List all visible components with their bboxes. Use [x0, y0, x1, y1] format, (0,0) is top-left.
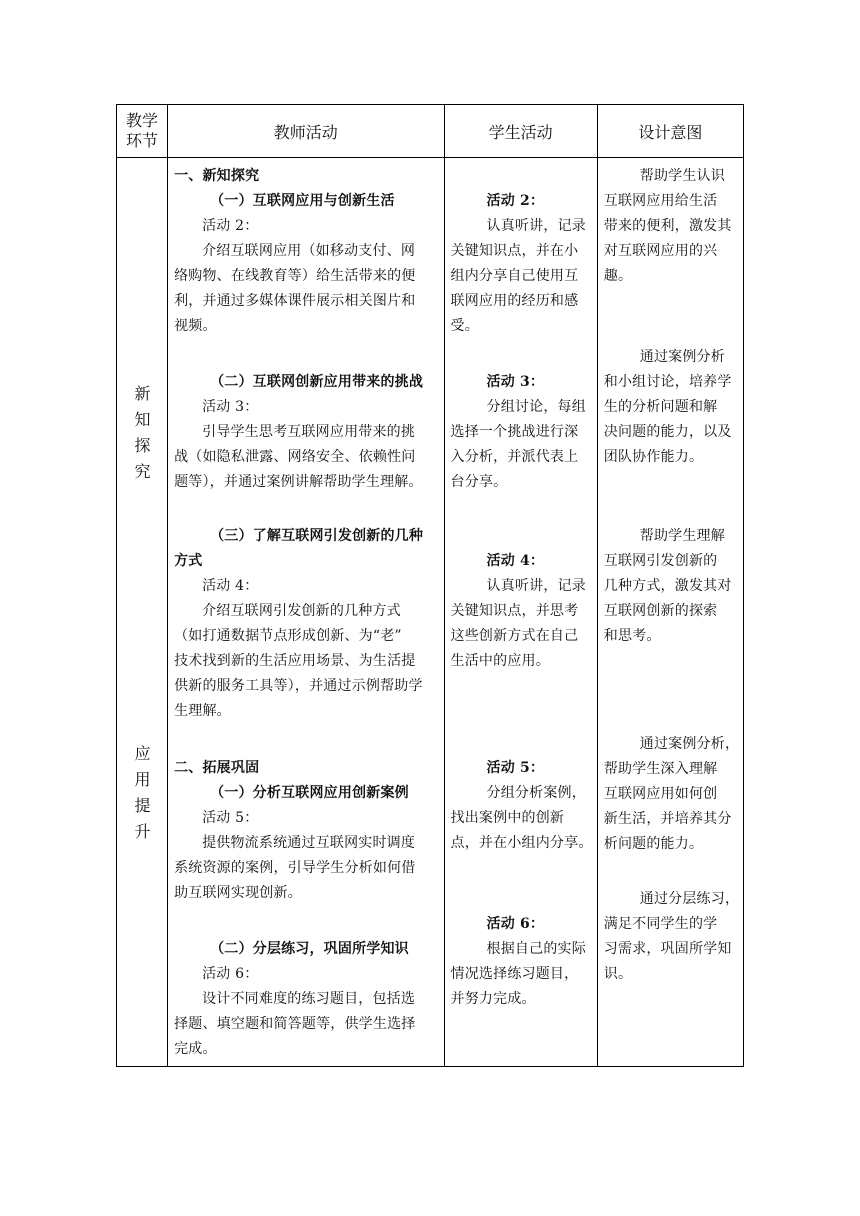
text-line: 团队协作能力。	[603, 449, 704, 465]
text-line: 生的分析问题和解	[603, 399, 718, 415]
text-line: 介绍互联网应用（如移动支付、网	[202, 243, 416, 259]
text-line: 战（如隐私泄露、网络安全、依赖性问	[174, 449, 416, 465]
header-student: 学生活动	[444, 105, 597, 158]
text-line: 组内分享自己使用互	[450, 268, 579, 284]
text-line: 关键知识点，并思考	[450, 603, 579, 619]
text-line: 引导学生思考互联网应用带来的挑	[202, 424, 416, 440]
header-intent: 设计意图	[597, 105, 743, 158]
subsection-heading: （三）了解互联网引发创新的几种	[210, 528, 424, 544]
text-line: 生理解。	[174, 703, 231, 719]
text-line: 并努力完成。	[450, 991, 536, 1007]
text-line: 和思考。	[603, 628, 661, 644]
text-line: 带来的便利，激发其	[603, 218, 732, 234]
activity-label: 活动 2：	[202, 218, 259, 234]
text-line: 介绍互联网引发创新的几种方式	[202, 603, 401, 619]
text-line: 这些创新方式在自己	[450, 628, 579, 644]
activity-label: 活动 3：	[202, 399, 259, 415]
lesson-plan-table	[116, 104, 744, 1067]
text-line: 和小组讨论，培养学	[603, 374, 732, 390]
text-line: 提供物流系统通过互联网实时调度	[202, 835, 416, 851]
activity-label: 活动 3：	[486, 374, 545, 390]
student-activity-cell	[444, 158, 597, 1067]
text-line: 生活中的应用。	[450, 653, 550, 669]
activity-label: 活动 4：	[202, 578, 259, 594]
text-line: 系统资源的案例，引导学生分析如何借	[174, 860, 416, 876]
activity-label: 活动 5：	[202, 810, 259, 826]
text-line: 找出案例中的创新	[450, 810, 565, 826]
text-line: 设计不同难度的练习题目，包括选	[202, 991, 416, 1007]
design-intent-cell	[597, 158, 743, 1067]
section-heading: 二、拓展巩固	[174, 760, 260, 776]
text-line: 受。	[450, 318, 479, 334]
text-line: 技术找到新的生活应用场景、为生活提	[174, 653, 416, 669]
text-line: 入分析，并派代表上	[450, 449, 579, 465]
text-line: 分组分析案例，	[486, 785, 586, 801]
text-line: 视频。	[174, 318, 217, 334]
text-line: 趣。	[603, 268, 633, 284]
text-line: 新生活，并培养其分	[603, 811, 732, 827]
text-line: 帮助学生深入理解	[603, 761, 718, 777]
text-line: 析问题的能力。	[603, 836, 704, 852]
text-line: 帮助学生理解	[639, 528, 725, 544]
text-line: 完成。	[174, 1041, 217, 1057]
text-line: 认真听讲，记录	[486, 218, 586, 234]
activity-label: 活动 6：	[486, 916, 545, 932]
activity-label: 活动 2：	[486, 193, 545, 209]
subsection-heading: （一）互联网应用与创新生活	[210, 193, 395, 209]
text-line: 选择一个挑战进行深	[450, 424, 579, 440]
text-line: 利，并通过多媒体课件展示相关图片和	[174, 293, 416, 309]
text-line: 台分享。	[450, 474, 508, 490]
text-line: 点，并在小组内分享。	[450, 835, 593, 851]
subsection-heading-cont: 方式	[174, 553, 203, 569]
text-line: 关键知识点，并在小	[450, 243, 579, 259]
header-stage: 教学环节	[117, 105, 168, 158]
activity-label: 活动 6：	[202, 966, 259, 982]
subsection-heading: （一）分析互联网应用创新案例	[210, 785, 409, 801]
text-line: 根据自己的实际	[486, 941, 586, 957]
table-header-row	[117, 105, 744, 158]
text-line: 通过分层练习，	[639, 891, 740, 907]
activity-label: 活动 5：	[486, 760, 545, 776]
subsection-heading: （二）分层练习，巩固所学知识	[210, 941, 409, 957]
text-line: 互联网创新的探索	[603, 603, 718, 619]
text-line: 络购物、在线教育等）给生活带来的便	[174, 268, 416, 284]
text-line: （如打通数据节点形成创新、为“老”	[174, 628, 402, 644]
text-line: 识。	[603, 966, 633, 982]
text-line: 联网应用的经历和感	[450, 293, 579, 309]
text-line: 通过案例分析，	[639, 736, 740, 752]
text-line: 帮助学生认识	[639, 168, 725, 184]
text-line: 互联网应用如何创	[603, 786, 718, 802]
text-line: 助互联网实现创新。	[174, 885, 302, 901]
text-line: 供新的服务工具等），并通过示例帮助学	[174, 678, 423, 694]
section-heading: 一、新知探究	[174, 168, 260, 184]
text-line: 满足不同学生的学	[603, 916, 718, 932]
text-line: 互联网引发创新的	[603, 553, 718, 569]
text-line: 认真听讲，记录	[486, 578, 586, 594]
stage-cell: 新 知 探 究 应 用 提 升	[117, 158, 168, 1067]
text-line: 通过案例分析	[639, 349, 725, 365]
text-line: 对互联网应用的兴	[603, 243, 718, 259]
text-line: 题等），并通过案例讲解帮助学生理解。	[174, 474, 423, 490]
text-line: 习需求，巩固所学知	[603, 941, 732, 957]
text-line: 择题、填空题和简答题等，供学生选择	[174, 1016, 416, 1032]
text-line: 决问题的能力，以及	[603, 424, 732, 440]
text-line: 几种方式，激发其对	[603, 578, 732, 594]
text-line: 情况选择练习题目，	[450, 966, 579, 982]
activity-label: 活动 4：	[486, 553, 545, 569]
table-body-row	[117, 158, 744, 1067]
teacher-activity-cell	[168, 158, 444, 1067]
subsection-heading: （二）互联网创新应用带来的挑战	[210, 374, 424, 390]
header-teacher: 教师活动	[168, 105, 444, 158]
text-line: 互联网应用给生活	[603, 193, 718, 209]
text-line: 分组讨论，每组	[486, 399, 586, 415]
